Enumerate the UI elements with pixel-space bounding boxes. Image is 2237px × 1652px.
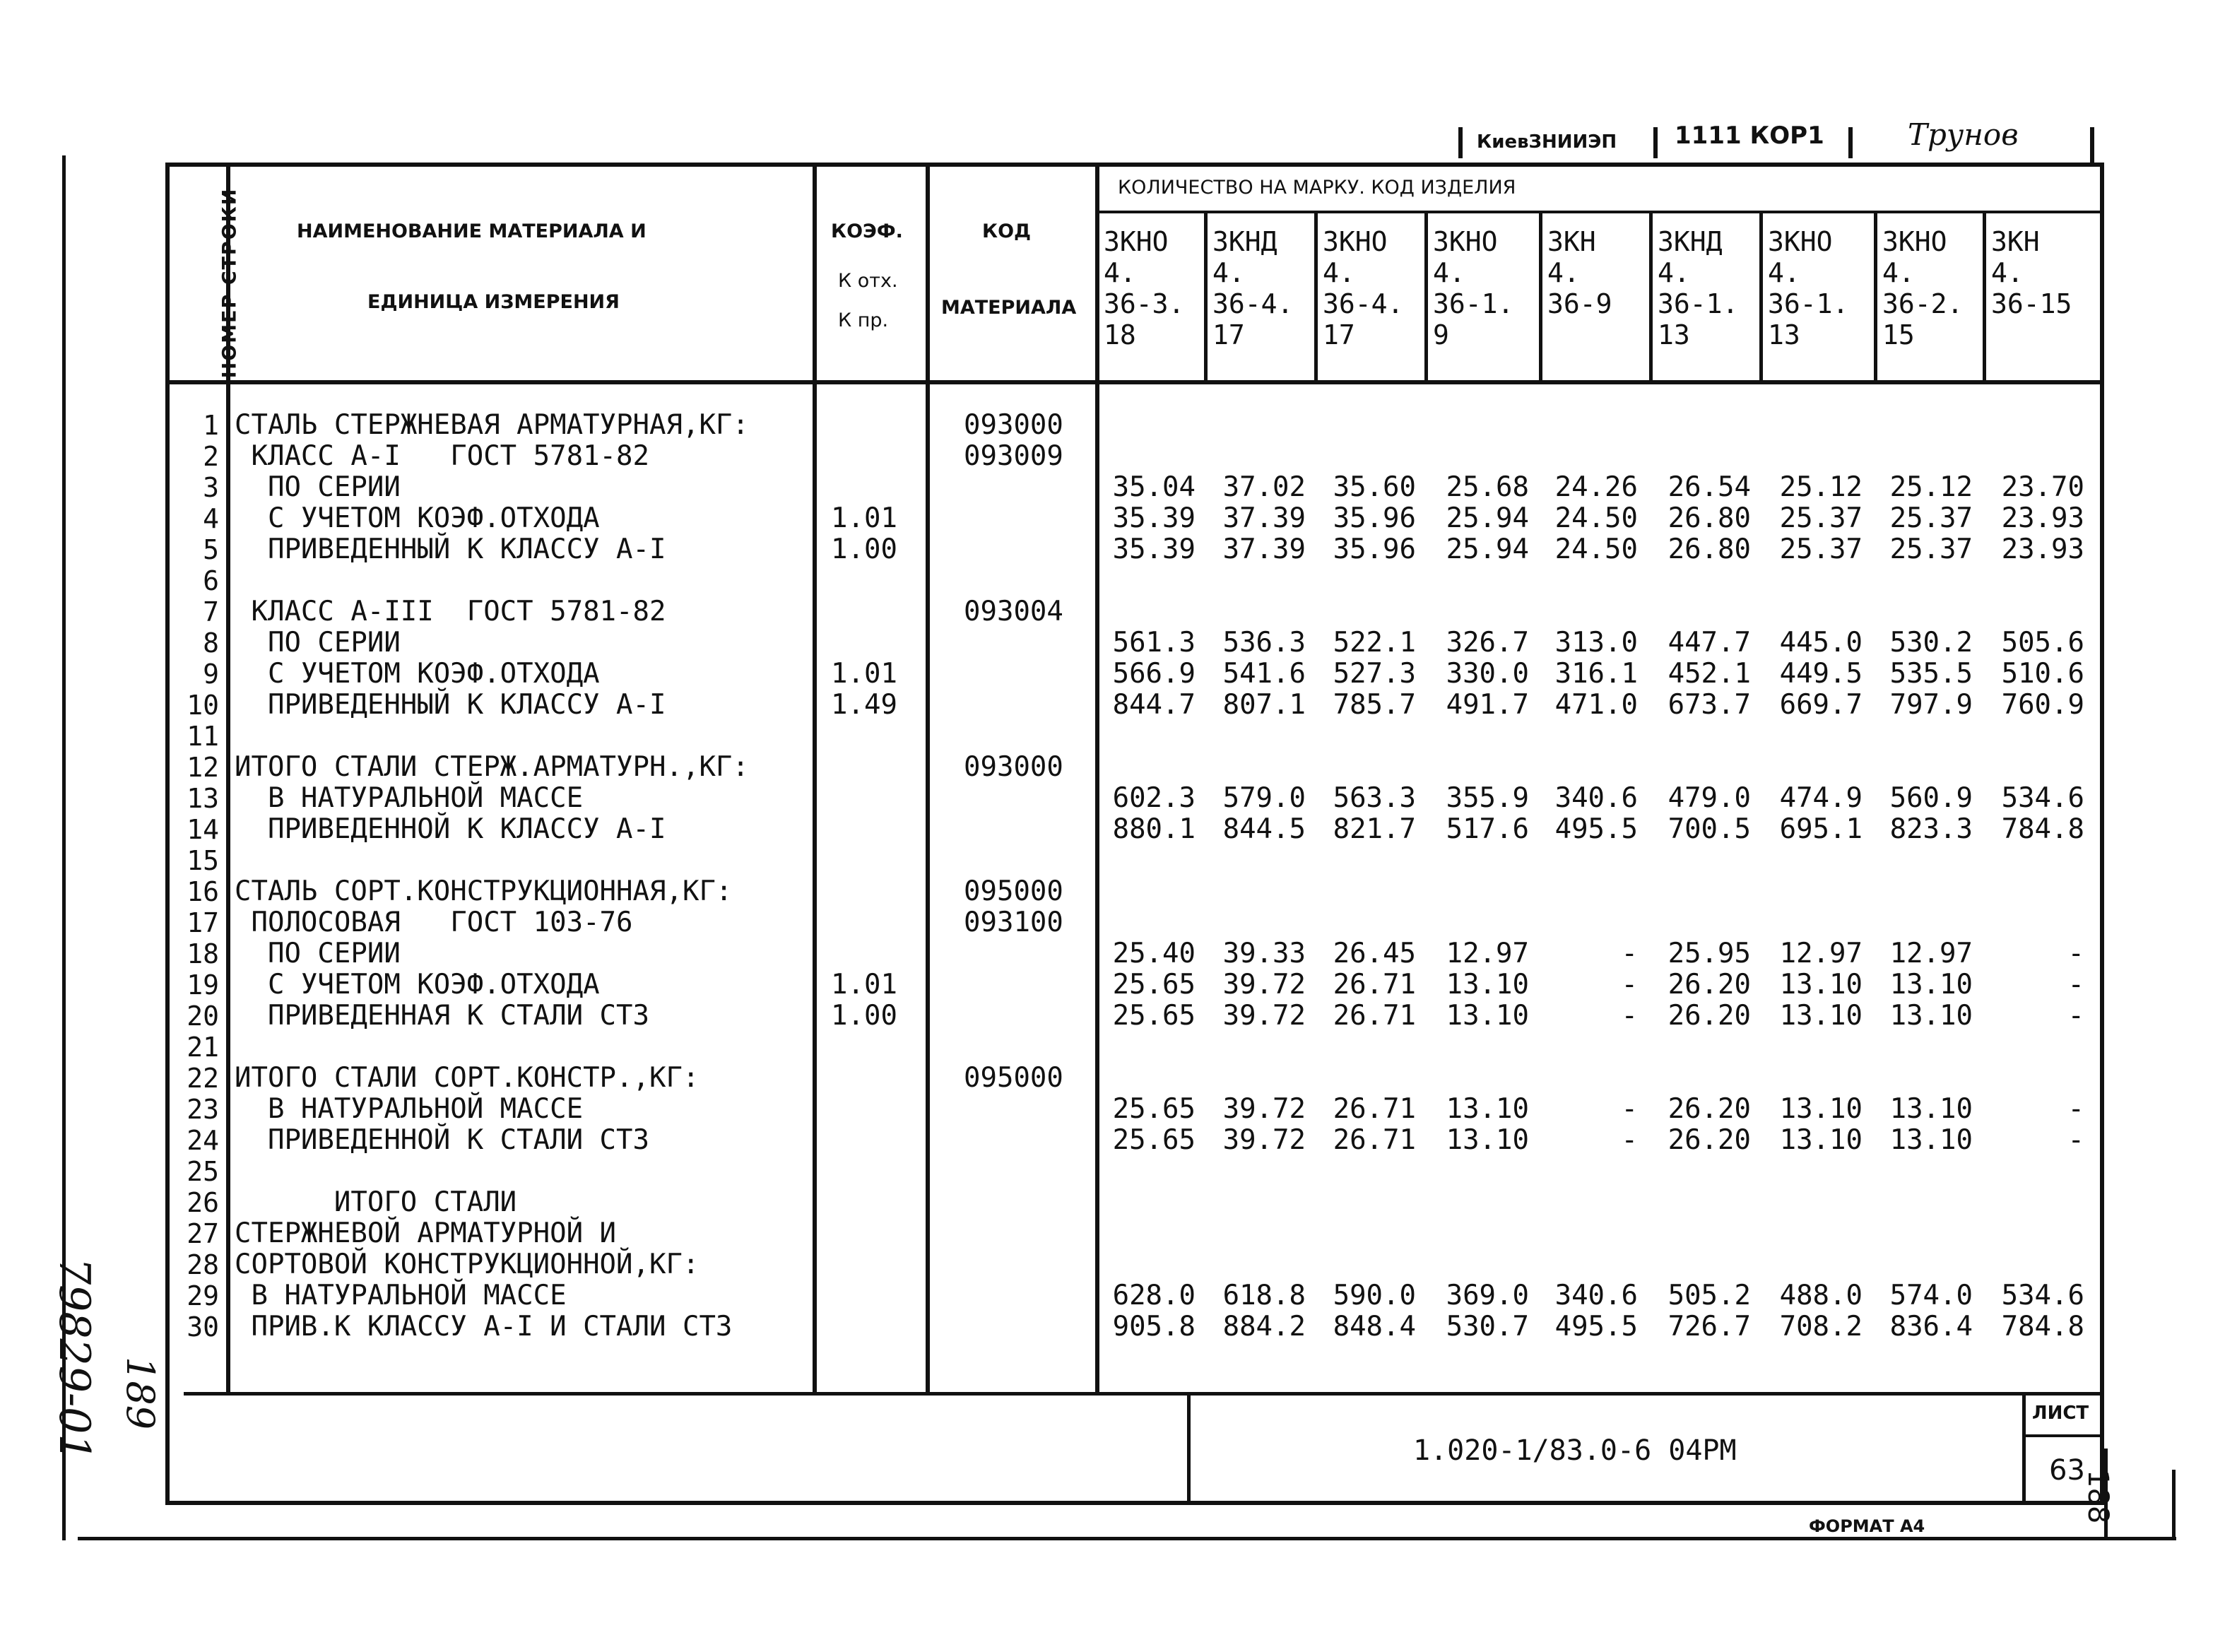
quantity-cell: 25.37 — [1889, 533, 1973, 565]
code-header-line1: КОД — [982, 220, 1032, 242]
quantity-cell: 25.65 — [1112, 1124, 1196, 1156]
quantity-cell: 579.0 — [1222, 782, 1306, 814]
quantity-cell: 784.8 — [2001, 1311, 2084, 1343]
row-number: 29 — [187, 1280, 219, 1311]
row-number: 11 — [187, 721, 219, 752]
mark-3-line4: 17 — [1323, 319, 1355, 350]
quantity-cell: 26.20 — [1668, 969, 1751, 1001]
mark-2-line1: ЗКНД — [1212, 226, 1277, 257]
quantity-cell: 35.60 — [1333, 471, 1416, 503]
material-name: ПРИВЕДЕННЫЙ К КЛАССУ А-I — [235, 533, 666, 565]
quantity-cell: 602.3 — [1112, 782, 1196, 814]
quantity-cell: 536.3 — [1222, 627, 1306, 659]
quantity-cell: 13.10 — [1889, 969, 1973, 1001]
quantity-cell: 26.20 — [1668, 1000, 1751, 1032]
mark-9-line3: 36-15 — [1991, 288, 2072, 319]
mark-5-line1: ЗКН — [1547, 226, 1596, 257]
quantity-cell: 37.39 — [1222, 533, 1306, 565]
quantity-cell: - — [1621, 1000, 1638, 1032]
quantity-cell: 618.8 — [1222, 1280, 1306, 1311]
row-number: 1 — [203, 410, 219, 441]
quantity-cell: 369.0 — [1446, 1280, 1529, 1311]
mark-1-line3: 36-3. — [1104, 288, 1185, 319]
doc-code: 1.020-1/83.0-6 04РМ — [1413, 1434, 1737, 1467]
row-number: 28 — [187, 1249, 219, 1280]
row-number: 22 — [187, 1063, 219, 1094]
mark-8-line3: 36-2. — [1882, 288, 1964, 319]
mark-2-line3: 36-4. — [1212, 288, 1294, 319]
quantity-cell: 726.7 — [1668, 1311, 1751, 1343]
quantity-cell: - — [2067, 1093, 2084, 1125]
quantity-cell: 452.1 — [1668, 658, 1751, 690]
quantity-cell: 340.6 — [1554, 782, 1638, 814]
quantity-cell: 13.10 — [1446, 1124, 1529, 1156]
coef-header-line2: К отх. — [838, 270, 898, 292]
quantity-cell: 35.39 — [1112, 533, 1196, 565]
quantity-cell: 25.95 — [1668, 938, 1751, 969]
coefficient: 1.49 — [831, 689, 897, 721]
quantity-cell: 785.7 — [1333, 689, 1416, 721]
quantity-cell: 23.70 — [2001, 471, 2084, 503]
material-code: 095000 — [964, 1062, 1063, 1094]
mark-4-line3: 36-1. — [1433, 288, 1514, 319]
quantity-cell: 530.2 — [1889, 627, 1973, 659]
mark-3-line3: 36-4. — [1323, 288, 1404, 319]
mark-2-line2: 4. — [1212, 257, 1245, 288]
row-number: 15 — [187, 845, 219, 876]
coefficient: 1.01 — [831, 969, 897, 1001]
quantity-cell: 25.40 — [1112, 938, 1196, 969]
row-number: 27 — [187, 1218, 219, 1249]
coefficient: 1.00 — [831, 1000, 897, 1032]
mark-3-line2: 4. — [1323, 257, 1355, 288]
material-code: 093000 — [964, 751, 1063, 783]
row-number: 30 — [187, 1311, 219, 1343]
row-number: 16 — [187, 876, 219, 907]
mark-6-line1: ЗКНД — [1658, 226, 1723, 257]
material-code: 093100 — [964, 907, 1063, 938]
material-name: ПРИВЕДЕННАЯ К СТАЛИ СТ3 — [235, 1000, 649, 1032]
quantity-cell: 797.9 — [1889, 689, 1973, 721]
quantity-cell: 488.0 — [1779, 1280, 1863, 1311]
quantity-cell: 12.97 — [1779, 938, 1863, 969]
mark-7-line2: 4. — [1768, 257, 1800, 288]
coefficient: 1.01 — [831, 658, 897, 690]
quantity-cell: 471.0 — [1554, 689, 1638, 721]
material-name: С УЧЕТОМ КОЭФ.ОТХОДА — [235, 502, 600, 534]
quantity-cell: 340.6 — [1554, 1280, 1638, 1311]
quantity-cell: 495.5 — [1554, 1311, 1638, 1343]
sheet-label: ЛИСТ — [2032, 1403, 2089, 1424]
mark-5-line3: 36-9 — [1547, 288, 1612, 319]
quantity-cell: 26.71 — [1333, 1000, 1416, 1032]
code-header-line2: МАТЕРИАЛА — [941, 297, 1077, 319]
quantity-cell: 13.10 — [1779, 1124, 1863, 1156]
quantity-cell: 24.50 — [1554, 502, 1638, 534]
quantity-header: КОЛИЧЕСТВО НА МАРКУ. КОД ИЗДЕЛИЯ — [1118, 177, 1516, 199]
quantity-cell: 474.9 — [1779, 782, 1863, 814]
quantity-cell: 445.0 — [1779, 627, 1863, 659]
name-header-line1: НАИМЕНОВАНИЕ МАТЕРИАЛА И — [297, 220, 647, 242]
outer-frame-bottom — [78, 1537, 2176, 1540]
quantity-cell: 26.71 — [1333, 1093, 1416, 1125]
coef-header-line3: К пр. — [838, 309, 889, 331]
quantity-cell: 673.7 — [1668, 689, 1751, 721]
quantity-cell: 836.4 — [1889, 1311, 1973, 1343]
quantity-cell: 628.0 — [1112, 1280, 1196, 1311]
quantity-cell: 700.5 — [1668, 813, 1751, 845]
mark-3-line1: ЗКНО — [1323, 226, 1388, 257]
quantity-cell: 844.5 — [1222, 813, 1306, 845]
row-number: 5 — [203, 534, 219, 565]
format-label: ФОРМАТ А4 — [1809, 1516, 1925, 1536]
coef-header-line1: КОЭФ. — [831, 220, 903, 242]
mark-9-line2: 4. — [1991, 257, 2024, 288]
quantity-cell: 495.5 — [1554, 813, 1638, 845]
mark-8-line1: ЗКНО — [1882, 226, 1947, 257]
row-number: 20 — [187, 1001, 219, 1032]
quantity-cell: - — [1621, 1093, 1638, 1125]
row-number: 7 — [203, 596, 219, 627]
material-code: 093000 — [964, 409, 1063, 441]
copy-stamp: 1111 КОР1 — [1675, 122, 1824, 150]
row-number: 13 — [187, 783, 219, 814]
quantity-cell: 563.3 — [1333, 782, 1416, 814]
name-header-line2: ЕДИНИЦА ИЗМЕРЕНИЯ — [367, 291, 620, 313]
quantity-cell: 848.4 — [1333, 1311, 1416, 1343]
row-number: 19 — [187, 969, 219, 1001]
quantity-cell: 505.2 — [1668, 1280, 1751, 1311]
quantity-cell: 522.1 — [1333, 627, 1416, 659]
quantity-cell: 13.10 — [1889, 1000, 1973, 1032]
quantity-cell: 39.33 — [1222, 938, 1306, 969]
quantity-cell: 13.10 — [1889, 1093, 1973, 1125]
side-number: 188 — [2082, 1470, 2114, 1524]
quantity-cell: 39.72 — [1222, 969, 1306, 1001]
row-number: 21 — [187, 1032, 219, 1063]
quantity-cell: 26.20 — [1668, 1124, 1751, 1156]
material-name: С УЧЕТОМ КОЭФ.ОТХОДА — [235, 969, 600, 1001]
row-number-header: НОМЕР СТРОКИ — [218, 187, 241, 379]
quantity-cell: 844.7 — [1112, 689, 1196, 721]
quantity-cell: 26.71 — [1333, 1124, 1416, 1156]
row-number: 2 — [203, 441, 219, 472]
quantity-cell: 35.04 — [1112, 471, 1196, 503]
row-number: 4 — [203, 503, 219, 534]
quantity-cell: 26.45 — [1333, 938, 1416, 969]
quantity-cell: 590.0 — [1333, 1280, 1416, 1311]
quantity-cell: 35.96 — [1333, 533, 1416, 565]
inventory-number: 79829-01 — [49, 1258, 99, 1461]
quantity-cell: 23.93 — [2001, 502, 2084, 534]
quantity-cell: - — [2067, 1000, 2084, 1032]
row-number: 25 — [187, 1156, 219, 1187]
material-name: ПО СЕРИИ — [235, 471, 401, 503]
quantity-cell: 26.71 — [1333, 969, 1416, 1001]
quantity-cell: 35.96 — [1333, 502, 1416, 534]
quantity-cell: 566.9 — [1112, 658, 1196, 690]
material-name: ИТОГО СТАЛИ СТЕРЖ.АРМАТУРН.,КГ: — [235, 751, 749, 783]
coefficient: 1.01 — [831, 502, 897, 534]
quantity-cell: 39.72 — [1222, 1093, 1306, 1125]
mark-6-line3: 36-1. — [1658, 288, 1739, 319]
quantity-cell: 534.6 — [2001, 782, 2084, 814]
outer-frame-right — [2172, 1470, 2176, 1540]
mark-1-line2: 4. — [1104, 257, 1136, 288]
mark-8-line4: 15 — [1882, 319, 1915, 350]
quantity-cell: 26.80 — [1668, 533, 1751, 565]
quantity-cell: 316.1 — [1554, 658, 1638, 690]
mark-1-line4: 18 — [1104, 319, 1136, 350]
quantity-cell: 37.02 — [1222, 471, 1306, 503]
row-number: 24 — [187, 1125, 219, 1156]
quantity-cell: 574.0 — [1889, 1280, 1973, 1311]
quantity-cell: 39.72 — [1222, 1000, 1306, 1032]
mark-4-line2: 4. — [1433, 257, 1465, 288]
quantity-cell: 13.10 — [1446, 1000, 1529, 1032]
quantity-cell: 24.50 — [1554, 533, 1638, 565]
mark-7-line3: 36-1. — [1768, 288, 1849, 319]
material-name: СОРТОВОЙ КОНСТРУКЦИОННОЙ,КГ: — [235, 1249, 700, 1280]
quantity-cell: - — [2067, 1124, 2084, 1156]
quantity-cell: 695.1 — [1779, 813, 1863, 845]
quantity-cell: 25.37 — [1779, 502, 1863, 534]
quantity-cell: 541.6 — [1222, 658, 1306, 690]
quantity-cell: 330.0 — [1446, 658, 1529, 690]
material-code: 095000 — [964, 875, 1063, 907]
org-stamp: КиевЗНИИЭП — [1477, 131, 1617, 153]
quantity-cell: 479.0 — [1668, 782, 1751, 814]
quantity-cell: 807.1 — [1222, 689, 1306, 721]
row-number: 17 — [187, 907, 219, 938]
quantity-cell: 25.12 — [1779, 471, 1863, 503]
signature: Трунов — [1908, 117, 2019, 152]
material-name: ПО СЕРИИ — [235, 938, 401, 969]
material-name: С УЧЕТОМ КОЭФ.ОТХОДА — [235, 658, 600, 690]
mark-8-line2: 4. — [1882, 257, 1915, 288]
material-name: ИТОГО СТАЛИ — [235, 1186, 517, 1218]
mark-4-line4: 9 — [1433, 319, 1449, 350]
material-name: СТАЛЬ СОРТ.КОНСТРУКЦИОННАЯ,КГ: — [235, 875, 733, 907]
quantity-cell: 13.10 — [1446, 969, 1529, 1001]
quantity-cell: 26.80 — [1668, 502, 1751, 534]
row-number: 10 — [187, 690, 219, 721]
quantity-cell: 12.97 — [1446, 938, 1529, 969]
quantity-cell: 25.65 — [1112, 1000, 1196, 1032]
quantity-cell: 447.7 — [1668, 627, 1751, 659]
material-name: ИТОГО СТАЛИ СОРТ.КОНСТР.,КГ: — [235, 1062, 700, 1094]
mark-5-line2: 4. — [1547, 257, 1580, 288]
quantity-cell: 784.8 — [2001, 813, 2084, 845]
material-name: ПРИВЕДЕННЫЙ К КЛАССУ А-I — [235, 689, 666, 721]
row-number: 26 — [187, 1187, 219, 1218]
quantity-cell: 25.94 — [1446, 533, 1529, 565]
quantity-cell: 25.12 — [1889, 471, 1973, 503]
quantity-cell: - — [1621, 938, 1638, 969]
material-name: В НАТУРАЛЬНОЙ МАССЕ — [235, 1093, 584, 1125]
quantity-cell: 35.39 — [1112, 502, 1196, 534]
row-number: 18 — [187, 938, 219, 969]
quantity-cell: 530.7 — [1446, 1311, 1529, 1343]
quantity-cell: 25.65 — [1112, 969, 1196, 1001]
quantity-cell: 12.97 — [1889, 938, 1973, 969]
mark-6-line4: 13 — [1658, 319, 1690, 350]
quantity-cell: 708.2 — [1779, 1311, 1863, 1343]
material-name: ПРИВ.К КЛАССУ А-I И СТАЛИ СТ3 — [235, 1311, 733, 1343]
material-name: ПРИВЕДЕННОЙ К СТАЛИ СТ3 — [235, 1124, 649, 1156]
quantity-cell: 313.0 — [1554, 627, 1638, 659]
quantity-cell: 449.5 — [1779, 658, 1863, 690]
quantity-cell: 13.10 — [1889, 1124, 1973, 1156]
quantity-cell: - — [1621, 969, 1638, 1001]
material-name: ПРИВЕДЕННОЙ К КЛАССУ А-I — [235, 813, 666, 845]
mark-4-line1: ЗКНО — [1433, 226, 1498, 257]
quantity-cell: 560.9 — [1889, 782, 1973, 814]
material-code: 093009 — [964, 440, 1063, 472]
quantity-cell: 23.93 — [2001, 533, 2084, 565]
quantity-cell: 25.68 — [1446, 471, 1529, 503]
quantity-cell: 39.72 — [1222, 1124, 1306, 1156]
quantity-cell: - — [2067, 938, 2084, 969]
row-number: 9 — [203, 659, 219, 690]
quantity-cell: 821.7 — [1333, 813, 1416, 845]
quantity-cell: 13.10 — [1779, 1093, 1863, 1125]
quantity-cell: 37.39 — [1222, 502, 1306, 534]
coefficient: 1.00 — [831, 533, 897, 565]
row-number: 6 — [203, 565, 219, 596]
quantity-cell: 884.2 — [1222, 1311, 1306, 1343]
material-name: В НАТУРАЛЬНОЙ МАССЕ — [235, 782, 584, 814]
quantity-cell: 25.37 — [1779, 533, 1863, 565]
quantity-cell: - — [1621, 1124, 1638, 1156]
row-number: 3 — [203, 472, 219, 503]
quantity-cell: 13.10 — [1779, 969, 1863, 1001]
quantity-cell: 26.20 — [1668, 1093, 1751, 1125]
material-code: 093004 — [964, 596, 1063, 627]
row-number: 23 — [187, 1094, 219, 1125]
material-name: ПО СЕРИИ — [235, 627, 401, 659]
quantity-cell: 13.10 — [1446, 1093, 1529, 1125]
quantity-cell: 24.26 — [1554, 471, 1638, 503]
material-name: КЛАСС А-I ГОСТ 5781-82 — [235, 440, 649, 472]
quantity-cell: 491.7 — [1446, 689, 1529, 721]
row-number: 8 — [203, 627, 219, 659]
page-number-note: 189 — [118, 1357, 163, 1430]
quantity-cell: 823.3 — [1889, 813, 1973, 845]
quantity-cell: 517.6 — [1446, 813, 1529, 845]
quantity-cell: 880.1 — [1112, 813, 1196, 845]
material-name: В НАТУРАЛЬНОЙ МАССЕ — [235, 1280, 567, 1311]
mark-1-line1: ЗКНО — [1104, 226, 1169, 257]
material-name: СТЕРЖНЕВОЙ АРМАТУРНОЙ И — [235, 1217, 617, 1249]
material-name: СТАЛЬ СТЕРЖНЕВАЯ АРМАТУРНАЯ,КГ: — [235, 409, 749, 441]
material-name: ПОЛОСОВАЯ ГОСТ 103-76 — [235, 907, 633, 938]
quantity-cell: 669.7 — [1779, 689, 1863, 721]
quantity-cell: 355.9 — [1446, 782, 1529, 814]
quantity-cell: 534.6 — [2001, 1280, 2084, 1311]
material-name: КЛАСС А-III ГОСТ 5781-82 — [235, 596, 666, 627]
mark-9-line1: ЗКН — [1991, 226, 2040, 257]
quantity-cell: 510.6 — [2001, 658, 2084, 690]
quantity-cell: 25.94 — [1446, 502, 1529, 534]
quantity-cell: - — [2067, 969, 2084, 1001]
quantity-cell: 25.65 — [1112, 1093, 1196, 1125]
mark-6-line2: 4. — [1658, 257, 1690, 288]
row-number: 14 — [187, 814, 219, 845]
mark-7-line1: ЗКНО — [1768, 226, 1833, 257]
sheet-number: 63 — [2049, 1454, 2085, 1487]
quantity-cell: 535.5 — [1889, 658, 1973, 690]
quantity-cell: 505.6 — [2001, 627, 2084, 659]
row-number: 12 — [187, 752, 219, 783]
quantity-cell: 326.7 — [1446, 627, 1529, 659]
mark-7-line4: 13 — [1768, 319, 1800, 350]
quantity-cell: 905.8 — [1112, 1311, 1196, 1343]
mark-2-line4: 17 — [1212, 319, 1245, 350]
quantity-cell: 760.9 — [2001, 689, 2084, 721]
quantity-cell: 527.3 — [1333, 658, 1416, 690]
quantity-cell: 26.54 — [1668, 471, 1751, 503]
quantity-cell: 13.10 — [1779, 1000, 1863, 1032]
quantity-cell: 561.3 — [1112, 627, 1196, 659]
quantity-cell: 25.37 — [1889, 502, 1973, 534]
